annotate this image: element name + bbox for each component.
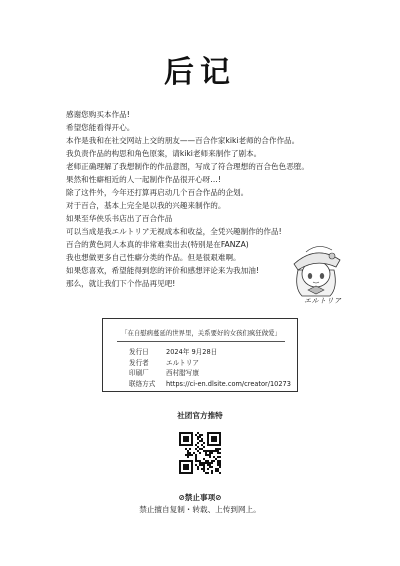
afterword-line: 除了这件外，今年还打算再启动几个百合作品的企划。 (66, 188, 249, 197)
contact-link[interactable]: https://ci-en.dlsite.com/creator/10273 (166, 379, 291, 388)
colophon-value: 2024年 9月28日 (166, 348, 218, 356)
afterword-line: 如果您喜欢，希望能得到您的评价和感想评论来为我加油! (66, 266, 259, 275)
afterword-line: 对于百合，基本上完全是以我的兴趣来制作的。 (66, 201, 226, 210)
notice-text: 禁止擅自复制・转载、上传到网上。 (139, 505, 261, 514)
colophon-label: 印刷厂 (129, 369, 149, 377)
afterword-line: 希望您能看得开心。 (66, 123, 135, 132)
author-signature: エルトリア (304, 297, 342, 305)
afterword-line: 感谢您购买本作品! (66, 110, 130, 119)
colophon-value: エルトリア (166, 358, 199, 367)
afterword-line: 本作是我和在社交网站上交的朋友——百合作家kiki老师的合作作品。 (66, 136, 300, 145)
prohibition-notice (0, 492, 400, 516)
afterword-line: 可以当成是我エルトリア无视成本和收益，全凭兴趣制作的作品! (66, 227, 282, 236)
colophon-row (129, 379, 291, 390)
colophon-label: 发行日 (129, 348, 149, 356)
page-title: 后记 (164, 55, 236, 90)
afterword-line: 百合的黄色同人本真的非常难卖出去(特别是在FANZA) (66, 240, 249, 249)
colophon-label: 联络方式 (129, 379, 156, 388)
qr-code[interactable] (179, 432, 221, 474)
afterword-line: 我也想做更多自己性癖分类的作品。但是很艰难啊。 (66, 253, 241, 262)
colophon-row (129, 358, 291, 369)
work-title: 「在自慰病蔓延的世界里，关系要好的女孩们疯狂做爱」 (121, 329, 281, 337)
colophon-label: 发行者 (129, 358, 149, 367)
colophon-box (102, 318, 298, 392)
colophon-row (129, 347, 291, 358)
afterword-line: 如果至华侠乐书店出了百合作品 (66, 214, 173, 223)
colophon-divider (117, 341, 285, 342)
colophon-value: 西村腊写康 (166, 369, 199, 377)
afterword-line: 果然和性癖相近的人一起制作作品很开心呀…! (66, 175, 221, 184)
afterword-line: 那么，就让我们下个作品再见吧! (66, 279, 176, 288)
notice-heading: ⊘禁止事项⊘ (178, 493, 222, 502)
colophon-row (129, 368, 291, 379)
official-twitter-heading: 社团官方推特 (177, 411, 223, 420)
afterword-line: 老师正确理解了我想制作的作品意图，写成了符合理想的百合色色恶堕。 (66, 162, 309, 171)
chibi-character-illustration (286, 240, 346, 298)
afterword-line: 我负责作品的构思和角色原案，请kiki老师来制作了剧本。 (66, 149, 262, 158)
